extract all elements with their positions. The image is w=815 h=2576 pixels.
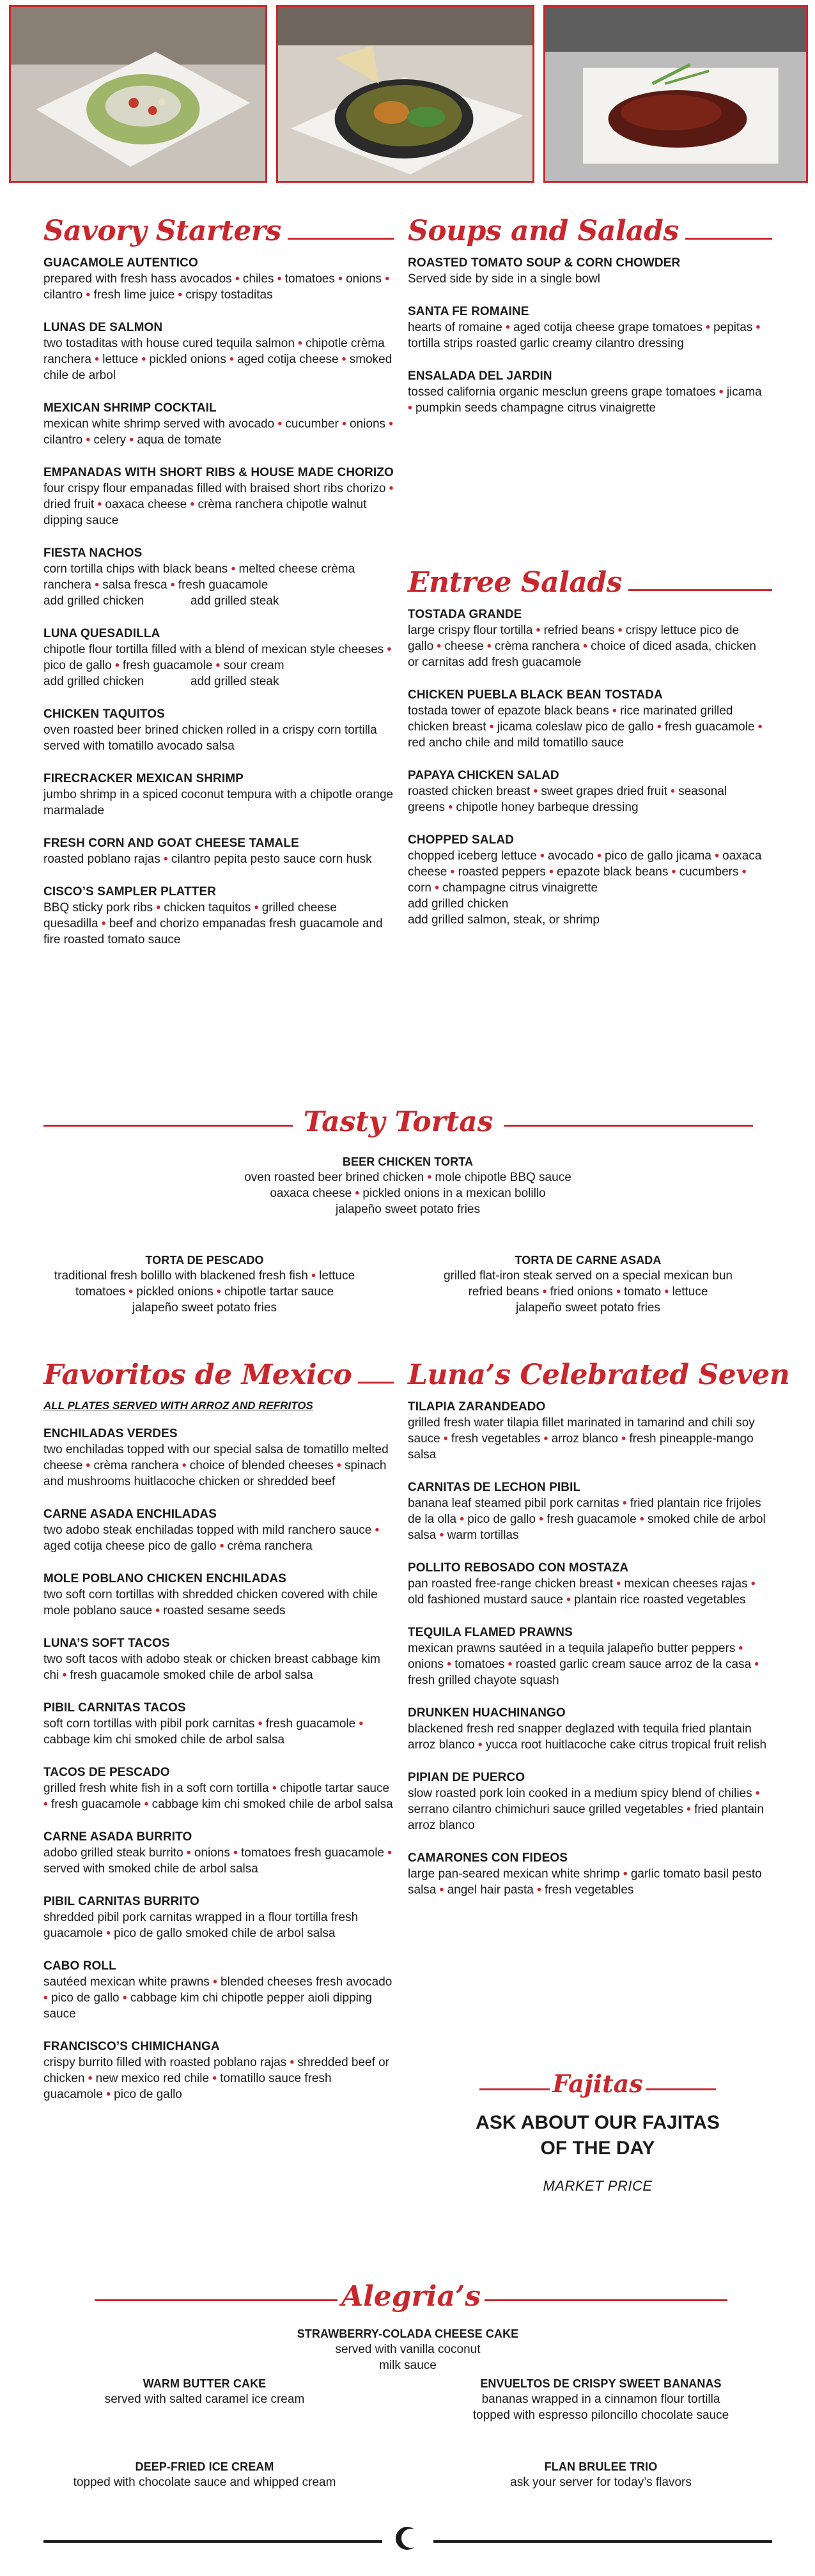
menu-item	[43, 1959, 394, 2022]
bullet-separator: •	[702, 321, 714, 334]
bullet-separator: •	[668, 865, 679, 879]
bullet-separator: •	[111, 659, 123, 672]
bullet-separator: •	[82, 1459, 94, 1472]
menu-item	[43, 401, 394, 448]
savory-starters-section	[43, 211, 394, 965]
menu-item	[43, 465, 394, 528]
fajitas-ask-line-1: ASK ABOUT OUR FAJITAS	[476, 2112, 720, 2133]
menu-item	[43, 771, 394, 819]
bullet-separator: •	[43, 1991, 51, 2005]
bullet-separator: •	[563, 1593, 575, 1607]
bullet-separator: •	[384, 643, 392, 656]
menu-item	[43, 1426, 394, 1490]
bullet-separator: •	[82, 433, 94, 447]
item-name: LUNA’S SOFT TACOS	[43, 1637, 170, 1650]
item-description: shredded pibil pork carnitas wrapped in a flour tortilla fresh guacamole • pico de gallo smoked chile de arbol salsa	[43, 1911, 359, 1940]
section-title: Alegria’s	[341, 2280, 481, 2313]
menu-item	[408, 1400, 772, 1463]
bullet-separator: •	[371, 1523, 380, 1537]
item-name: ENSALADA DEL JARDIN	[408, 369, 552, 383]
bullet-separator: •	[504, 1658, 516, 1671]
section-title: Tasty Tortas	[303, 1106, 493, 1138]
bullet-separator: •	[735, 1642, 743, 1655]
menu-item	[408, 1770, 772, 1833]
item-name: CARNITAS DE LECHON PIBIL	[408, 1481, 581, 1494]
bullet-separator: •	[579, 640, 591, 653]
menu-item	[43, 1636, 394, 1683]
bullet-separator: •	[268, 1782, 280, 1795]
bullet-separator: •	[355, 1717, 364, 1731]
item-name: TORTA DE PESCADO	[145, 1254, 264, 1267]
bullet-separator: •	[94, 498, 105, 511]
bullet-separator: •	[286, 2056, 298, 2069]
fajitas-callout	[447, 2110, 748, 2194]
item-name: MOLE POBLANO CHICKEN ENCHILADAS	[43, 1572, 286, 1585]
bullet-separator: •	[160, 852, 171, 866]
footer-rule-right	[433, 2540, 772, 2543]
bullet-separator: •	[98, 917, 109, 930]
item-addon: add grilled salmon, steak, or shrimp	[408, 913, 600, 927]
item-addon: add grilled steak	[190, 675, 279, 688]
bullet-separator: •	[43, 1798, 51, 1811]
menu-item	[408, 768, 766, 815]
item-name: CHICKEN PUEBLA BLACK BEAN TOSTADA	[408, 688, 663, 702]
bullet-separator: •	[333, 1459, 345, 1472]
item-name: LUNAS DE SALMON	[43, 321, 163, 334]
item-name: TACOS DE PESCADO	[43, 1766, 170, 1779]
bullet-separator: •	[540, 1432, 552, 1446]
bullet-separator: •	[653, 720, 665, 734]
bullet-separator: •	[474, 1738, 486, 1752]
bullet-separator: •	[187, 498, 198, 511]
item-description: mexican prawns sautéed in a tequila jalapeño butter peppers • onions • tomatoes • roasted garlic cream sauce arroz de la casa • fresh grilled chayote squash	[408, 1642, 759, 1687]
bullet-separator: •	[613, 1577, 625, 1591]
item-name: FLAN BRULEE TRIO	[544, 2460, 658, 2473]
item-description: two tostaditas with house cured tequila salmon • chipotle crèma ranchera • lettuce • pickled onions • aged cotija cheese • smoked chile de arbol	[43, 337, 392, 382]
menu-item	[43, 546, 394, 609]
item-description: two adobo steak enchiladas topped with mild ranchero sauce • aged cotija cheese pico de gallo • crèma ranchera	[43, 1523, 380, 1553]
bullet-separator: •	[153, 901, 164, 914]
soups-salads-header	[408, 211, 766, 256]
fajitas-header	[479, 2069, 716, 2108]
item-name: CARNE ASADA BURRITO	[43, 1830, 192, 1844]
skillet-dish-photo	[276, 5, 534, 183]
menu-item	[408, 833, 766, 928]
bullet-separator: •	[175, 288, 186, 302]
bullet-separator: •	[667, 785, 679, 798]
bullet-separator: •	[752, 321, 761, 334]
bullet-separator: •	[102, 1927, 114, 1940]
bullet-separator: •	[338, 353, 350, 366]
menu-item	[43, 1507, 394, 1554]
celebrated-seven-header	[408, 1355, 790, 1400]
item-description: ask your server for today’s flavors	[510, 2476, 692, 2489]
bullet-separator: •	[209, 2072, 221, 2085]
celebrated-seven-section	[408, 1355, 790, 1915]
item-name: CHICKEN TAQUITOS	[43, 707, 165, 721]
bullet-separator: •	[209, 1975, 221, 1989]
bullet-separator: •	[385, 417, 393, 431]
menu-item	[43, 320, 394, 383]
item-description: two enchiladas topped with our special salsa de tomatillo melted cheese • crèma ranchera • choice of blended cheeses • spinach and mushrooms huitlacoche chicken or shredded beef	[43, 1443, 389, 1488]
entree-salads-list	[408, 607, 766, 928]
bullet-separator: •	[456, 1513, 468, 1526]
bullet-separator: •	[152, 1604, 164, 1617]
item-name: EMPANADAS WITH SHORT RIBS & HOUSE MADE CHORIZO	[43, 466, 394, 479]
bullet-separator: •	[216, 1539, 228, 1553]
item-name: FIRECRACKER MEXICAN SHRIMP	[43, 772, 244, 785]
item-description: soft corn tortillas with pibil pork carnitas • fresh guacamole • cabbage kim chi smoked chile de arbol salsa	[43, 1717, 364, 1747]
bullet-separator: •	[254, 1717, 266, 1731]
menu-item	[43, 1894, 394, 1941]
item-description: topped with chocolate sauce and whipped cream	[73, 2476, 336, 2489]
bullet-separator: •	[274, 272, 285, 286]
item-name: WARM BUTTER CAKE	[143, 2377, 267, 2390]
bullet-separator: •	[619, 1497, 630, 1510]
torta-item-1	[152, 1154, 664, 1217]
bullet-separator: •	[431, 881, 443, 895]
item-name: CHOPPED SALAD	[408, 833, 514, 847]
bullet-separator: •	[752, 1787, 760, 1800]
item-description: chopped iceberg lettuce • avocado • pico de gallo jicama • oaxaca cheese • roasted peppers • epazote black beans • cucumbers • corn • champagne citrus vinaigrette add grilled chicken add grilled salmon, steak, or shrimp	[408, 849, 762, 927]
bullet-separator: •	[251, 901, 262, 914]
dessert-item-2	[38, 2376, 371, 2407]
menu-item	[408, 1706, 772, 1753]
item-name: FRANCISCO’S CHIMICHANGA	[43, 2040, 220, 2053]
item-name: CABO ROLL	[43, 1959, 116, 1973]
item-addon: add grilled chicken	[43, 594, 144, 608]
item-name: STRAWBERRY-COLADA CHEESE CAKE	[297, 2327, 519, 2340]
item-name: PAPAYA CHICKEN SALAD	[408, 769, 559, 782]
item-name: TILAPIA ZARANDEADO	[408, 1400, 546, 1414]
entree-salads-header	[408, 562, 766, 607]
item-addon: add grilled chicken	[43, 675, 144, 688]
item-description: prepared with fresh hass avocados • chiles • tomatoes • onions • cilantro • fresh lime juice • crispy tostaditas	[43, 272, 389, 302]
dessert-item-3	[422, 2376, 780, 2423]
item-description: corn tortilla chips with black beans • melted cheese crèma ranchera • salsa fresca • fresh guacamole add grilled chicken add grilled steak	[43, 562, 355, 608]
item-description: hearts of romaine • aged cotija cheese grape tomatoes • pepitas • tortilla strips roasted garlic creamy cilantro dressing	[408, 321, 761, 350]
bullet-separator: •	[747, 1577, 756, 1591]
menu-item	[43, 2039, 394, 2102]
item-description: slow roasted pork loin cooked in a medium spicy blend of chilies • serrano cilantro chimichuri sauce grilled vegetables • fried plantain arroz blanco	[408, 1787, 764, 1832]
torta-item-2	[19, 1253, 390, 1316]
item-name: CARNE ASADA ENCHILADAS	[43, 1508, 217, 1521]
bullet-separator: •	[385, 482, 394, 495]
item-description: roasted poblano rajas • cilantro pepita pesto sauce corn husk	[43, 852, 372, 866]
section-title: Luna’s Celebrated Seven	[408, 1359, 796, 1391]
bullet-separator: •	[530, 785, 541, 798]
item-name: TORTA DE CARNE ASADA	[515, 1254, 662, 1267]
menu-item	[408, 1851, 772, 1898]
favoritos-section	[43, 1355, 394, 2120]
item-name: GUACAMOLE AUTENTICO	[43, 256, 198, 270]
menu-item	[408, 688, 766, 751]
item-description: oven roasted beer brined chicken rolled in a crispy corn tortilla served with tomatillo avocado salsa	[43, 723, 377, 753]
item-description: BBQ sticky pork ribs • chicken taquitos • grilled cheese quesadilla • beef and chorizo empanadas fresh guacamole and fire roasted tomato sauce	[43, 901, 383, 946]
item-name: LUNA QUESADILLA	[43, 627, 160, 640]
guacamole-dish-photo	[9, 5, 267, 183]
bullet-separator: •	[126, 433, 137, 447]
bullet-separator: •	[102, 2088, 114, 2101]
item-name: ENCHILADAS VERDES	[43, 1427, 178, 1440]
item-description: traditional fresh bolillo with blackened fresh fish • lettuce tomatoes • pickled onions • chipotle tartar sauce jalapeño sweet potato fries	[54, 1269, 355, 1315]
bullet-separator: •	[754, 720, 763, 734]
item-description: large pan-seared mexican white shrimp • garlic tomato basil pesto salsa • angel hair pasta • fresh vegetables	[408, 1867, 762, 1897]
item-name: FRESH CORN AND GOAT CHEESE TAMALE	[43, 837, 299, 850]
menu-item	[408, 304, 766, 351]
dessert-item-4	[38, 2459, 371, 2490]
bullet-separator: •	[294, 337, 306, 350]
bullet-separator: •	[536, 849, 548, 863]
bullet-separator: •	[593, 849, 605, 863]
bullet-separator: •	[444, 1658, 455, 1671]
savory-starters-list	[43, 256, 394, 948]
menu-item	[408, 369, 766, 416]
item-description: served with vanilla coconut milk sauce	[335, 2343, 481, 2372]
item-description: adobo grilled steak burrito • onions • tomatoes fresh guacamole • served with smoked chile de arbol salsa	[43, 1846, 392, 1876]
bullet-separator: •	[445, 801, 456, 814]
photo-strip	[9, 5, 808, 183]
item-name: CAMARONES CON FIDEOS	[408, 1851, 568, 1865]
alegrias-header	[95, 2280, 727, 2318]
bullet-separator: •	[502, 321, 514, 334]
bullet-separator: •	[436, 1529, 447, 1542]
item-name: ROASTED TOMATO SOUP & CORN CHOWDER	[408, 256, 681, 270]
bullet-separator: •	[84, 2072, 96, 2085]
menu-item	[43, 836, 394, 867]
section-title: Soups and Salads	[408, 215, 685, 247]
menu-item	[43, 1830, 394, 1877]
ribs-dish-photo	[543, 5, 808, 183]
item-description: crispy burrito filled with roasted poblano rajas • shredded beef or chicken • new mexico red chile • tomatillo sauce fresh guacamole • pico de gallo	[43, 2056, 390, 2101]
bullet-separator: •	[138, 353, 150, 366]
item-name: TOSTADA GRANDE	[408, 608, 522, 621]
menu-item	[43, 1765, 394, 1812]
item-description: grilled fresh water tilapia fillet marinated in tamarind and chili soy sauce • fresh vegetables • arroz blanco • fresh pineapple-mango salsa	[408, 1416, 755, 1462]
item-description: oven roasted beer brined chicken • mole chipotle BBQ sauce oaxaca cheese • pickled onions in a mexican bolillo jalapeño sweet potato fries	[244, 1171, 571, 1216]
bullet-separator: •	[436, 1883, 447, 1897]
bullet-separator: •	[433, 640, 445, 653]
bullet-separator: •	[384, 1846, 392, 1860]
bullet-separator: •	[91, 578, 103, 592]
soups-salads-section	[408, 211, 766, 433]
item-description: sautéed mexican white prawns • blended cheeses fresh avocado • pico de gallo • cabbage kim chi chipotle pepper aioli dipping sauce	[43, 1975, 392, 2021]
bullet-separator: •	[483, 640, 495, 653]
bullet-separator: •	[532, 624, 544, 637]
item-description: large crispy flour tortilla • refried beans • crispy lettuce pico de gallo • cheese • crèma ranchera • choice of diced asada, chicken or carnitas add fresh guacamole	[408, 624, 756, 669]
bullet-separator: •	[228, 562, 239, 576]
item-description: roasted chicken breast • sweet grapes dried fruit • seasonal greens • chipotle honey barbeque dressing	[408, 785, 727, 814]
item-name: SANTA FE ROMAINE	[408, 305, 529, 318]
item-name: PIPIAN DE PUERCO	[408, 1771, 525, 1784]
item-name: DEEP-FRIED ICE CREAM	[135, 2460, 274, 2473]
item-description: grilled fresh white fish in a soft corn tortilla • chipotle tartar sauce • fresh guacamole • cabbage kim chi smoked chile de arbol salsa	[43, 1782, 393, 1811]
bullet-separator: •	[738, 865, 747, 879]
bullet-separator: •	[141, 1798, 152, 1811]
bullet-separator: •	[119, 1991, 130, 2005]
menu-item	[408, 607, 766, 670]
dessert-item-5	[422, 2459, 780, 2490]
bullet-separator: •	[486, 720, 497, 734]
item-description: blackened fresh red snapper deglazed with tequila fried plantain arroz blanco • yucca root huitlacoche cake citrus tropical fruit relish	[408, 1722, 767, 1752]
item-description: Served side by side in a single bowl	[408, 272, 601, 286]
bullet-separator: •	[229, 1846, 242, 1860]
bullet-separator: •	[618, 1432, 630, 1446]
torta-item-3	[409, 1253, 767, 1316]
menu-item	[43, 256, 394, 303]
bullet-separator: •	[408, 401, 415, 415]
fajitas-price: MARKET PRICE	[543, 2178, 653, 2194]
item-description: served with salted caramel ice cream	[104, 2393, 305, 2406]
menu-item	[43, 707, 394, 754]
bullet-separator: •	[183, 1846, 194, 1860]
celebrated-seven-list	[408, 1400, 772, 1898]
item-name: CISCO’S SAMPLER PLATTER	[43, 885, 217, 899]
item-description: two soft tacos with adobo steak or chicken breast cabbage kim chi • fresh guacamole smoked chile de arbol salsa	[43, 1653, 380, 1682]
item-name: PIBIL CARNITAS BURRITO	[43, 1895, 199, 1908]
bullet-separator: •	[619, 1867, 631, 1881]
item-name: MEXICAN SHRIMP COCKTAIL	[43, 401, 217, 415]
item-name: BEER CHICKEN TORTA	[342, 1155, 474, 1168]
dessert-item-1	[216, 2326, 600, 2373]
section-title: Fajitas	[552, 2069, 643, 2098]
menu-item	[43, 884, 394, 948]
item-addon: add grilled chicken	[408, 897, 509, 911]
item-description: tossed california organic mesclun greens grape tomatoes • jicama • pumpkin seeds champagne citrus vinaigrette	[408, 385, 762, 415]
soups-salads-list	[408, 256, 766, 416]
bullet-separator: •	[212, 659, 224, 672]
item-name: PIBIL CARNITAS TACOS	[43, 1701, 186, 1715]
menu-item	[408, 1625, 772, 1688]
menu-item	[43, 1701, 394, 1748]
bullet-separator: •	[226, 353, 238, 366]
section-title: Savory Starters	[43, 215, 288, 247]
bullet-separator: •	[447, 865, 458, 879]
bullet-separator: •	[59, 1669, 70, 1682]
bullet-separator: •	[711, 849, 723, 863]
bullet-separator: •	[636, 1513, 648, 1526]
bullet-separator: •	[178, 1459, 190, 1472]
bullet-separator: •	[614, 624, 626, 637]
item-description: pan roasted free-range chicken breast • mexican cheeses rajas • old fashioned mustard sauce • plantain rice roasted vegetables	[408, 1577, 756, 1607]
footer-rule-left	[43, 2540, 382, 2543]
item-description: four crispy flour empanadas filled with braised short ribs chorizo • dried fruit • oaxaca cheese • crèma ranchera chipotle walnut dipping sauce	[43, 482, 394, 527]
bullet-separator: •	[334, 272, 346, 286]
bullet-separator: •	[683, 1803, 695, 1816]
savory-starters-header	[43, 211, 394, 256]
section-title: Entree Salads	[408, 566, 628, 599]
favoritos-list	[43, 1426, 394, 2102]
item-description: grilled flat-iron steak served on a special mexican bun refried beans • fried onions • tomato • lettuce jalapeño sweet potato fries	[443, 1269, 733, 1315]
item-description: jumbo shrimp in a spiced coconut tempura with a chipotle orange marmalade	[43, 788, 394, 817]
moon-logo-icon	[394, 2524, 420, 2552]
entree-salads-section	[408, 562, 766, 945]
bullet-separator: •	[535, 1513, 547, 1526]
bullet-separator: •	[751, 1658, 759, 1671]
item-name: FIESTA NACHOS	[43, 546, 143, 560]
menu-item	[43, 1571, 394, 1619]
menu-item	[408, 1480, 772, 1543]
item-description: two soft corn tortillas with shredded chicken covered with chile mole poblano sauce • roasted sesame seeds	[43, 1588, 378, 1617]
favoritos-header	[43, 1355, 394, 1400]
item-addon: add grilled steak	[190, 594, 279, 608]
item-name: POLLITO REBOSADO CON MOSTAZA	[408, 1561, 629, 1575]
bullet-separator: •	[274, 417, 286, 431]
bullet-separator: •	[231, 272, 243, 286]
bullet-separator: •	[533, 1883, 545, 1897]
item-name: DRUNKEN HUACHINANGO	[408, 1706, 566, 1720]
bullet-separator: •	[715, 385, 727, 399]
item-description: mexican white shrimp served with avocado • cucumber • onions • cilantro • celery • aqua de tomate	[43, 417, 393, 447]
item-description: tostada tower of epazote black beans • rice marinated grilled chicken breast • jicama coleslaw pico de gallo • fresh guacamole • red ancho chile and mild tomatillo sauce	[408, 704, 763, 750]
tasty-tortas-header	[43, 1106, 753, 1144]
item-description: chipotle flour tortilla filled with a blend of mexican style cheeses • pico de gallo • fresh guacamole • sour cream add grilled chicken add grilled steak	[43, 643, 392, 688]
item-description: bananas wrapped in a cinnamon flour tortilla topped with espresso piloncillo chocolate sauce	[472, 2393, 729, 2422]
fajitas-ask-line-2: OF THE DAY	[540, 2138, 655, 2159]
bullet-separator: •	[382, 272, 389, 286]
bullet-separator: •	[82, 288, 94, 302]
bullet-separator: •	[440, 1432, 451, 1446]
item-description: banana leaf steamed pibil pork carnitas • fried plantain rice frijoles de la olla • pico de gallo • fresh guacamole • smoked chile de arbol salsa • warm tortillas	[408, 1497, 766, 1542]
plates-note: ALL PLATES SERVED WITH ARROZ AND REFRITOS	[43, 1400, 313, 1412]
bullet-separator: •	[91, 353, 103, 366]
bullet-separator: •	[167, 578, 178, 592]
menu-item	[408, 1561, 772, 1608]
item-name: ENVUELTOS DE CRISPY SWEET BANANAS	[480, 2377, 722, 2390]
bullet-separator: •	[338, 417, 350, 431]
item-name: TEQUILA FLAMED PRAWNS	[408, 1626, 573, 1639]
menu-item	[408, 256, 766, 287]
menu-item	[43, 626, 394, 690]
bullet-separator: •	[545, 865, 557, 879]
section-title: Favoritos de Mexico	[43, 1359, 358, 1391]
bullet-separator: •	[609, 704, 620, 718]
